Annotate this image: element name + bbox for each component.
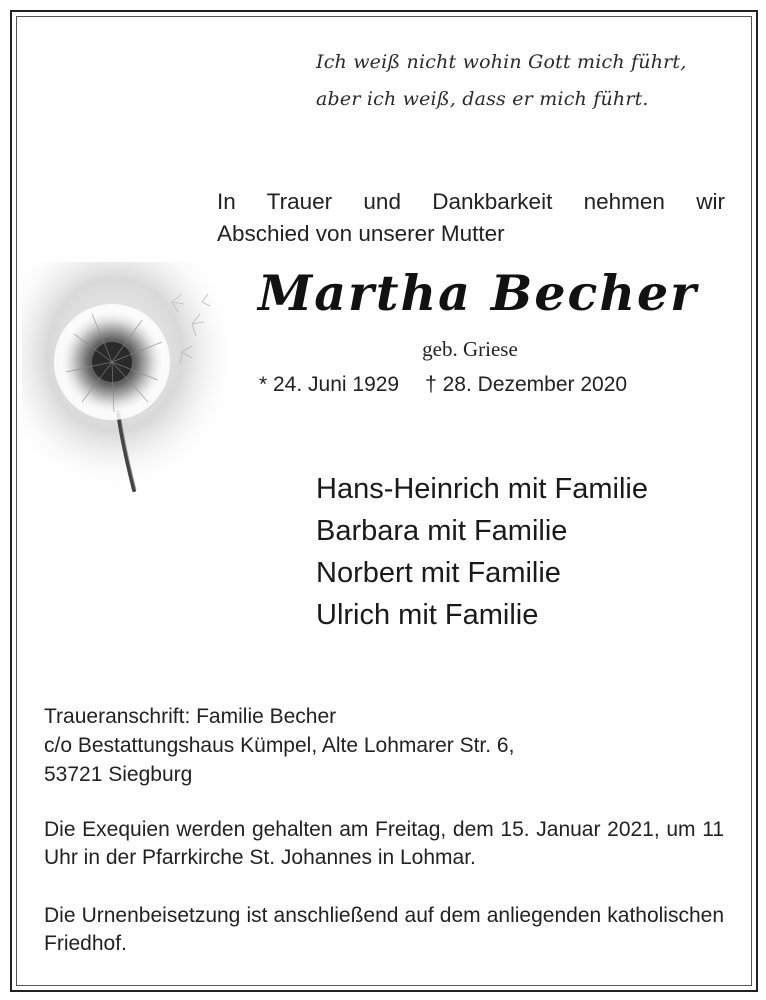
death-date: † 28. Dezember 2020 bbox=[425, 373, 628, 396]
address-line-1: Traueranschrift: Familie Becher bbox=[44, 705, 337, 728]
dandelion-image bbox=[22, 262, 228, 494]
deceased-name: Martha Becher bbox=[258, 264, 698, 322]
quote-line-2: aber ich weiß, dass er mich führt. bbox=[316, 88, 649, 110]
life-dates bbox=[259, 373, 699, 397]
family-member: Hans-Heinrich mit Familie bbox=[316, 473, 648, 505]
family-list bbox=[316, 468, 736, 636]
mourning-address bbox=[44, 702, 724, 789]
exequien-text: Die Exequien werden gehalten am Freitag, dem 15. Januar 2021, um 11 Uhr in der Pfarrkirche St. Johannes in Lohmar. bbox=[44, 818, 724, 869]
urn-burial-text: Die Urnenbeisetzung ist anschließend auf dem anliegenden katholischen Friedhof. bbox=[44, 904, 724, 955]
family-member: Norbert mit Familie bbox=[316, 557, 561, 589]
intro-text bbox=[217, 186, 725, 250]
family-member: Barbara mit Familie bbox=[316, 515, 568, 547]
birth-name: geb. Griese bbox=[422, 337, 518, 361]
address-line-3: 53721 Siegburg bbox=[44, 763, 193, 786]
intro-line-1: In Trauer und Dankbarkeit nehmen wir bbox=[217, 189, 725, 214]
address-line-2: c/o Bestattungshaus Kümpel, Alte Lohmarer Str. 6, bbox=[44, 734, 515, 757]
family-member: Ulrich mit Familie bbox=[316, 599, 539, 631]
bible-quote bbox=[316, 44, 736, 118]
birth-date: * 24. Juni 1929 bbox=[259, 373, 400, 396]
quote-line-1: Ich weiß nicht wohin Gott mich führt, bbox=[316, 51, 687, 73]
intro-line-2: Abschied von unserer Mutter bbox=[217, 221, 505, 246]
